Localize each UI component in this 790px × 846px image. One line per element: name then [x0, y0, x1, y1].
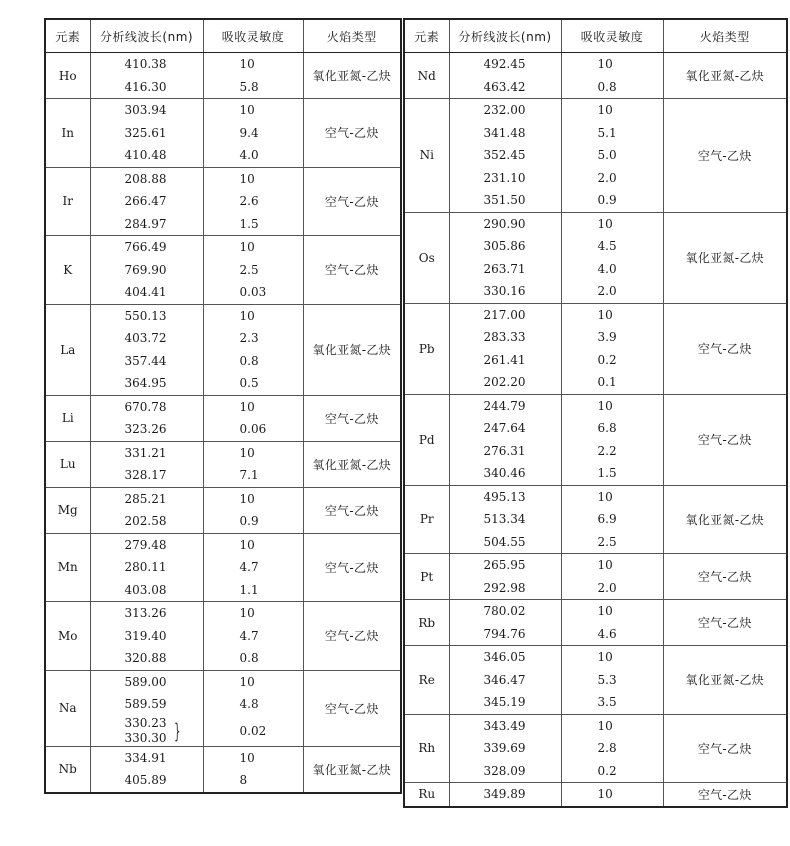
wavelength-value: 202.58 — [124, 514, 167, 528]
element-cell: Ho — [45, 53, 90, 99]
flame-cell: 氧化亚氮-乙炔 — [663, 212, 787, 303]
flame-cell: 氧化亚氮-乙炔 — [663, 485, 787, 554]
sensitivity-cell — [203, 395, 303, 441]
wavelength-value: 313.26 — [124, 606, 167, 620]
wavelength-value: 769.90 — [124, 262, 167, 277]
element-cell: Pr — [404, 485, 449, 554]
wavelength-value: 276.31 — [483, 443, 526, 458]
right-table — [403, 18, 788, 808]
wavelength-value: 320.88 — [124, 651, 167, 665]
sensitivity-cell — [561, 600, 663, 646]
wavelength-value: 504.55 — [483, 534, 526, 549]
sensitivity-value: 10 — [239, 537, 255, 552]
wavelength-value: 284.97 — [124, 216, 167, 231]
element-group-row — [404, 394, 787, 485]
sensitivity-value: 10 — [239, 606, 255, 620]
flame-cell: 空气-乙炔 — [303, 99, 401, 168]
sensitivity-value: 2.2 — [597, 443, 617, 458]
element-group-row — [45, 167, 401, 236]
wavelength-value: 349.89 — [483, 787, 526, 801]
header-row — [45, 19, 401, 53]
sensitivity-value: 4.5 — [597, 239, 617, 253]
wavelength-value: 266.47 — [124, 194, 167, 208]
flame-cell: 空气-乙炔 — [663, 554, 787, 600]
sensitivity-cell — [203, 167, 303, 236]
element-cell: In — [45, 99, 90, 168]
sensitivity-value: 10 — [597, 103, 613, 117]
sensitivity-value: 10 — [597, 57, 613, 71]
wavelength-value: 280.11 — [124, 560, 167, 574]
wavelength-cell — [90, 99, 203, 168]
wavelength-value: 343.49 — [483, 718, 526, 733]
sensitivity-value: 10 — [597, 558, 613, 572]
flame-cell: 空气-乙炔 — [663, 394, 787, 485]
element-group-row — [45, 395, 401, 441]
wavelength-cell — [90, 670, 203, 746]
wavelength-value: 330.30 — [124, 730, 167, 745]
wavelength-value: 334.91 — [124, 750, 167, 765]
element-group-row — [45, 441, 401, 487]
wavelength-value: 323.26 — [124, 422, 167, 436]
sensitivity-value: 0.8 — [239, 353, 259, 368]
element-group-row — [404, 646, 787, 715]
wavelength-value: 330.16 — [483, 284, 526, 298]
flame-cell: 氧化亚氮-乙炔 — [663, 53, 787, 99]
element-cell: Li — [45, 395, 90, 441]
header-sensitivity: 吸收灵敏度 — [561, 19, 663, 53]
element-group-row — [404, 99, 787, 213]
element-group-row — [45, 746, 401, 793]
wavelength-cell — [90, 746, 203, 793]
wavelength-cell — [90, 487, 203, 533]
sensitivity-value: 10 — [597, 398, 613, 413]
wavelength-cell — [449, 554, 561, 600]
sensitivity-value: 10 — [239, 57, 255, 71]
flame-cell: 空气-乙炔 — [303, 602, 401, 671]
flame-cell: 空气-乙炔 — [303, 487, 401, 533]
element-group-row — [404, 53, 787, 99]
element-group-row — [404, 485, 787, 554]
sensitivity-value: 10 — [239, 491, 255, 506]
element-cell: Ru — [404, 783, 449, 807]
wavelength-value: 305.86 — [483, 239, 526, 253]
element-group-row — [404, 554, 787, 600]
sensitivity-cell — [203, 487, 303, 533]
sensitivity-value: 5.0 — [597, 148, 617, 162]
sensitivity-value: 4.7 — [239, 560, 259, 574]
wavelength-cell — [90, 167, 203, 236]
sensitivity-cell — [561, 394, 663, 485]
sensitivity-value: 5.3 — [597, 672, 617, 687]
wavelength-value: 589.59 — [124, 697, 167, 711]
wavelength-cell — [90, 395, 203, 441]
flame-cell: 空气-乙炔 — [303, 167, 401, 236]
wavelength-cell — [449, 600, 561, 646]
element-group-row — [45, 99, 401, 168]
wavelength-value: 247.64 — [483, 421, 526, 435]
flame-cell: 空气-乙炔 — [663, 783, 787, 807]
sensitivity-cell — [561, 53, 663, 99]
header-wavelength: 分析线波长(nm) — [449, 19, 561, 53]
wavelength-value: 340.46 — [483, 466, 526, 480]
element-cell: Os — [404, 212, 449, 303]
sensitivity-value: 10 — [597, 718, 613, 733]
sensitivity-value: 2.0 — [597, 170, 617, 185]
wavelength-value: 492.45 — [483, 57, 526, 71]
sensitivity-value: 10 — [597, 216, 613, 231]
sensitivity-value: 10 — [597, 650, 613, 664]
sensitivity-value: 0.02 — [239, 723, 267, 738]
sensitivity-cell — [561, 303, 663, 394]
wavelength-value: 328.17 — [124, 468, 167, 482]
sensitivity-cell — [203, 670, 303, 746]
wavelength-value: 410.38 — [124, 57, 167, 71]
element-cell: Mn — [45, 533, 90, 602]
wavelength-value: 328.09 — [483, 763, 526, 778]
sensitivity-cell — [561, 714, 663, 783]
sensitivity-cell — [203, 53, 303, 99]
sensitivity-cell — [561, 485, 663, 554]
sensitivity-value: 10 — [239, 240, 255, 254]
wavelength-value: 265.95 — [483, 558, 526, 572]
sensitivity-value: 0.06 — [239, 422, 267, 436]
flame-cell: 氧化亚氮-乙炔 — [303, 304, 401, 395]
wavelength-value: 341.48 — [483, 125, 526, 140]
flame-cell: 空气-乙炔 — [303, 236, 401, 305]
wavelength-value: 352.45 — [483, 148, 526, 162]
wavelength-cell — [449, 394, 561, 485]
header-flame: 火焰类型 — [303, 19, 401, 53]
sensitivity-value: 0.03 — [239, 285, 267, 299]
sensitivity-value: 10 — [239, 308, 255, 323]
wavelength-cell — [449, 212, 561, 303]
wavelength-value: 330.23 — [124, 715, 167, 730]
flame-cell: 空气-乙炔 — [303, 670, 401, 746]
flame-cell: 空气-乙炔 — [663, 600, 787, 646]
element-cell: Mo — [45, 602, 90, 671]
wavelength-pair-values — [125, 716, 167, 746]
sensitivity-value: 4.0 — [597, 261, 617, 276]
sensitivity-value: 6.8 — [597, 421, 617, 435]
sensitivity-value: 2.5 — [597, 534, 617, 549]
sensitivity-value: 9.4 — [239, 125, 259, 140]
element-cell: La — [45, 304, 90, 395]
wavelength-value: 670.78 — [124, 399, 167, 414]
wavelength-value: 410.48 — [124, 148, 167, 162]
wavelength-value: 403.72 — [124, 331, 167, 345]
sensitivity-value: 10 — [597, 489, 613, 504]
element-cell: Lu — [45, 441, 90, 487]
wavelength-value: 232.00 — [483, 103, 526, 117]
wavelength-cell — [90, 304, 203, 395]
sensitivity-value: 0.9 — [597, 193, 617, 207]
wavelength-value: 319.40 — [124, 628, 167, 643]
wavelength-value: 263.71 — [483, 261, 526, 276]
wavelength-value: 416.30 — [124, 79, 167, 94]
element-cell: Re — [404, 646, 449, 715]
sensitivity-value: 2.5 — [239, 262, 259, 277]
sensitivity-value: 2.6 — [239, 194, 259, 208]
wavelength-value: 285.21 — [124, 491, 167, 506]
element-cell: Pt — [404, 554, 449, 600]
wavelength-value: 339.69 — [483, 741, 526, 755]
sensitivity-value: 4.8 — [239, 697, 259, 711]
sensitivity-cell — [561, 783, 663, 807]
element-group-row — [404, 212, 787, 303]
wavelength-cell — [449, 99, 561, 213]
wavelength-cell — [90, 533, 203, 602]
element-cell: Rh — [404, 714, 449, 783]
sensitivity-value: 1.5 — [597, 466, 617, 480]
sensitivity-value: 10 — [239, 750, 255, 765]
wavelength-value: 766.49 — [124, 240, 167, 254]
sensitivity-value: 0.8 — [239, 651, 259, 665]
element-group-row — [404, 783, 787, 807]
sensitivity-cell — [203, 746, 303, 793]
sensitivity-cell — [561, 99, 663, 213]
header-flame: 火焰类型 — [663, 19, 787, 53]
wavelength-value: 780.02 — [483, 604, 526, 618]
sensitivity-value: 2.0 — [597, 580, 617, 595]
wavelength-value: 290.90 — [483, 216, 526, 231]
sensitivity-value: 10 — [239, 103, 255, 117]
sensitivity-value: 7.1 — [239, 468, 259, 482]
sensitivity-cell — [203, 304, 303, 395]
sensitivity-value: 5.1 — [597, 125, 617, 140]
element-cell: Ni — [404, 99, 449, 213]
wavelength-value: 208.88 — [124, 171, 167, 186]
wavelength-value: 364.95 — [124, 376, 167, 390]
sensitivity-value: 0.5 — [239, 376, 259, 390]
wavelength-value: 261.41 — [483, 352, 526, 367]
element-cell: Rb — [404, 600, 449, 646]
wavelength-value: 351.50 — [483, 193, 526, 207]
sensitivity-value: 1.5 — [239, 216, 259, 231]
brace-icon: } — [173, 718, 181, 743]
wavelength-value: 495.13 — [483, 489, 526, 504]
wavelength-value: 463.42 — [483, 79, 526, 94]
sensitivity-value: 4.6 — [597, 626, 617, 641]
element-group-row — [45, 533, 401, 602]
sensitivity-value: 10 — [239, 674, 255, 689]
sensitivity-value: 4.7 — [239, 628, 259, 643]
sensitivity-value: 6.9 — [597, 512, 617, 526]
wavelength-cell — [90, 53, 203, 99]
element-group-row — [45, 304, 401, 395]
wavelength-cell — [449, 53, 561, 99]
wavelength-value: 589.00 — [124, 674, 167, 689]
wavelength-value: 292.98 — [483, 580, 526, 595]
sensitivity-value: 4.0 — [239, 148, 259, 162]
wavelength-value: 346.47 — [483, 672, 526, 687]
header-row — [404, 19, 787, 53]
element-group-row — [45, 487, 401, 533]
sensitivity-value: 2.0 — [597, 284, 617, 298]
wavelength-cell — [90, 236, 203, 305]
wavelength-cell — [449, 783, 561, 807]
wavelength-value: 283.33 — [483, 330, 526, 344]
flame-cell: 氧化亚氮-乙炔 — [303, 746, 401, 793]
wavelength-value: 357.44 — [124, 353, 167, 368]
header-element: 元素 — [404, 19, 449, 53]
wavelength-value: 513.34 — [483, 512, 526, 526]
sensitivity-value: 0.2 — [597, 763, 617, 778]
sensitivity-value: 3.5 — [597, 695, 617, 709]
element-group-row — [404, 714, 787, 783]
element-group-row — [45, 236, 401, 305]
sensitivity-cell — [203, 99, 303, 168]
sensitivity-cell — [561, 212, 663, 303]
element-cell: K — [45, 236, 90, 305]
wavelength-value: 279.48 — [124, 537, 167, 552]
sensitivity-cell — [203, 236, 303, 305]
wavelength-value: 794.76 — [483, 626, 526, 641]
element-cell: Ir — [45, 167, 90, 236]
wavelength-pair — [125, 716, 203, 746]
sensitivity-value: 8 — [239, 773, 248, 787]
sensitivity-value: 10 — [239, 171, 255, 186]
wavelength-value: 405.89 — [124, 773, 167, 787]
flame-cell: 氧化亚氮-乙炔 — [303, 441, 401, 487]
element-group-row — [404, 600, 787, 646]
sensitivity-value: 10 — [597, 307, 613, 322]
sensitivity-value: 10 — [597, 787, 613, 801]
flame-cell: 空气-乙炔 — [663, 714, 787, 783]
element-cell: Mg — [45, 487, 90, 533]
wavelength-value: 303.94 — [124, 103, 167, 117]
element-cell: Pd — [404, 394, 449, 485]
flame-cell: 空气-乙炔 — [303, 533, 401, 602]
sensitivity-cell — [561, 554, 663, 600]
sensitivity-value: 3.9 — [597, 330, 617, 344]
element-group-row — [404, 303, 787, 394]
wavelength-cell — [449, 485, 561, 554]
sensitivity-value: 0.1 — [597, 375, 617, 389]
wavelength-value: 325.61 — [124, 125, 167, 140]
sensitivity-value: 10 — [239, 399, 255, 414]
wavelength-value: 244.79 — [483, 398, 526, 413]
flame-cell: 氧化亚氮-乙炔 — [663, 646, 787, 715]
sensitivity-value: 10 — [597, 604, 613, 618]
wavelength-value: 403.08 — [124, 582, 167, 597]
wavelength-value: 231.10 — [483, 170, 526, 185]
wavelength-value: 331.21 — [124, 445, 167, 460]
sensitivity-value: 2.3 — [239, 331, 259, 345]
sensitivity-value: 0.9 — [239, 514, 259, 528]
flame-cell: 空气-乙炔 — [663, 99, 787, 213]
sensitivity-value: 1.1 — [239, 582, 259, 597]
element-group-row — [45, 53, 401, 99]
element-group-row — [45, 602, 401, 671]
header-element: 元素 — [45, 19, 90, 53]
wavelength-cell — [449, 714, 561, 783]
element-cell: Nb — [45, 746, 90, 793]
sensitivity-value: 0.8 — [597, 79, 617, 94]
wavelength-cell — [449, 303, 561, 394]
wavelength-cell — [90, 441, 203, 487]
element-cell: Pb — [404, 303, 449, 394]
wavelength-cell — [90, 602, 203, 671]
left-table — [44, 18, 402, 794]
wavelength-cell — [449, 646, 561, 715]
wavelength-value: 550.13 — [124, 308, 167, 323]
sensitivity-value: 10 — [239, 445, 255, 460]
header-sensitivity: 吸收灵敏度 — [203, 19, 303, 53]
element-cell: Nd — [404, 53, 449, 99]
sensitivity-value: 0.2 — [597, 352, 617, 367]
sensitivity-cell — [561, 646, 663, 715]
wavelength-value: 346.05 — [483, 650, 526, 664]
wavelength-value: 202.20 — [483, 375, 526, 389]
header-wavelength: 分析线波长(nm) — [90, 19, 203, 53]
wavelength-value: 345.19 — [483, 695, 526, 709]
element-cell: Na — [45, 670, 90, 746]
sensitivity-cell — [203, 441, 303, 487]
flame-cell: 空气-乙炔 — [663, 303, 787, 394]
wavelength-value: 217.00 — [483, 307, 526, 322]
wavelength-value: 404.41 — [124, 285, 167, 299]
flame-cell: 氧化亚氮-乙炔 — [303, 53, 401, 99]
flame-cell: 空气-乙炔 — [303, 395, 401, 441]
sensitivity-cell — [203, 602, 303, 671]
sensitivity-value: 2.8 — [597, 741, 617, 755]
sensitivity-value: 5.8 — [239, 79, 259, 94]
sensitivity-cell — [203, 533, 303, 602]
element-group-row — [45, 670, 401, 746]
